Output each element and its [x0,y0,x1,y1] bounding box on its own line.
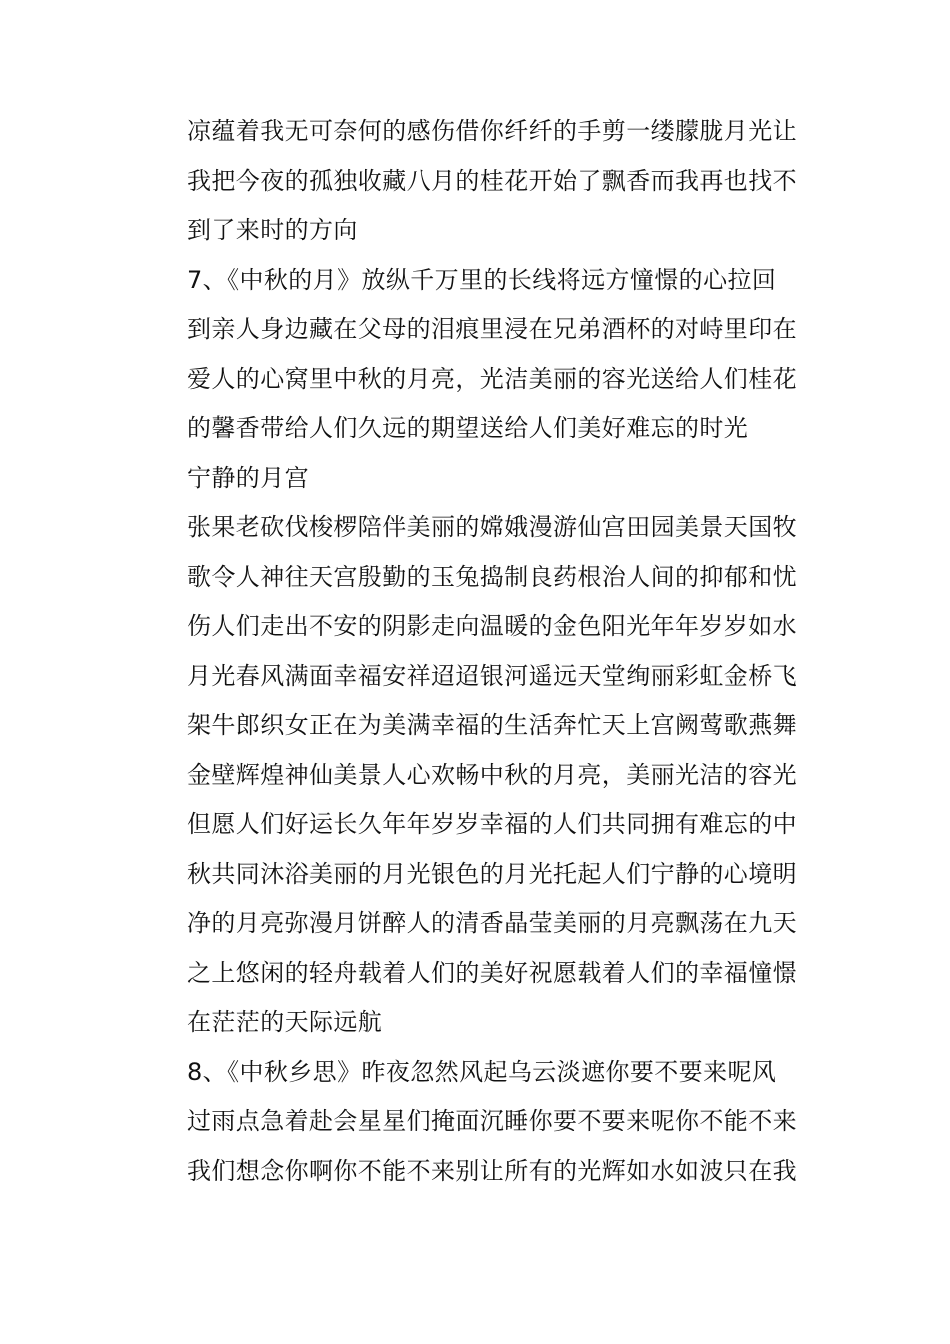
text-line: 歌令人神往天宫殷勤的玉兔捣制良药根治人间的抑郁和忧 [187,562,797,591]
text-line: 到亲人身边藏在父母的泪痕里浸在兄弟酒杯的对峙里印在 [187,315,797,343]
text-line: 净的月亮弥漫月饼醉人的清香晶莹美丽的月亮飘荡在九天 [187,909,797,937]
text-line: 秋共同沐浴美丽的月光银色的月光托起人们宁静的心境明 [187,859,797,888]
text-line: 在茫茫的天际远航 [187,1008,383,1036]
text-line: 的馨香带给人们久远的期望送给人们美好难忘的时光 [187,414,749,442]
text-line: 我把今夜的孤独收藏八月的桂花开始了飘香而我再也找不 [187,166,797,195]
text-line: 伤人们走出不安的阴影走向温暖的金色阳光年年岁岁如水 [187,612,797,640]
text-line: 凉蕴着我无可奈何的感伤借你纤纤的手剪一缕朦胧月光让 [187,117,797,145]
text-line: 8、《中秋乡思》昨夜忽然风起乌云淡遮你要不要来呢风 [187,1057,777,1086]
text-line: 过雨点急着赴会星星们掩面沉睡你要不要来呢你不能不来 [187,1107,797,1135]
section-heading: 宁静的月宫 [187,463,309,492]
body-text [187,107,827,1196]
text-line: 我们想念你啊你不能不来别让所有的光辉如水如波只在我 [187,1156,797,1185]
text-line: 之上悠闲的轻舟载着人们的美好祝愿载着人们的幸福憧憬 [187,958,797,987]
text-line: 张果老砍伐梭椤陪伴美丽的嫦娥漫游仙宫田园美景天国牧 [187,513,797,541]
text-line: 架牛郎织女正在为美满幸福的生活奔忙天上宫阙莺歌燕舞 [187,711,797,739]
text-line: 到了来时的方向 [187,216,358,244]
text-line: 月光春风满面幸福安祥迢迢银河遥远天堂绚丽彩虹金桥飞 [187,661,797,690]
text-line: 爱人的心窝里中秋的月亮，光洁美丽的容光送给人们桂花 [187,364,797,393]
text-line: 7、《中秋的月》放纵千万里的长线将远方憧憬的心拉回 [187,265,777,294]
text-line: 金壁辉煌神仙美景人心欢畅中秋的月亮，美丽光洁的容光 [187,760,797,789]
text-line: 但愿人们好运长久年年岁岁幸福的人们共同拥有难忘的中 [187,810,797,838]
